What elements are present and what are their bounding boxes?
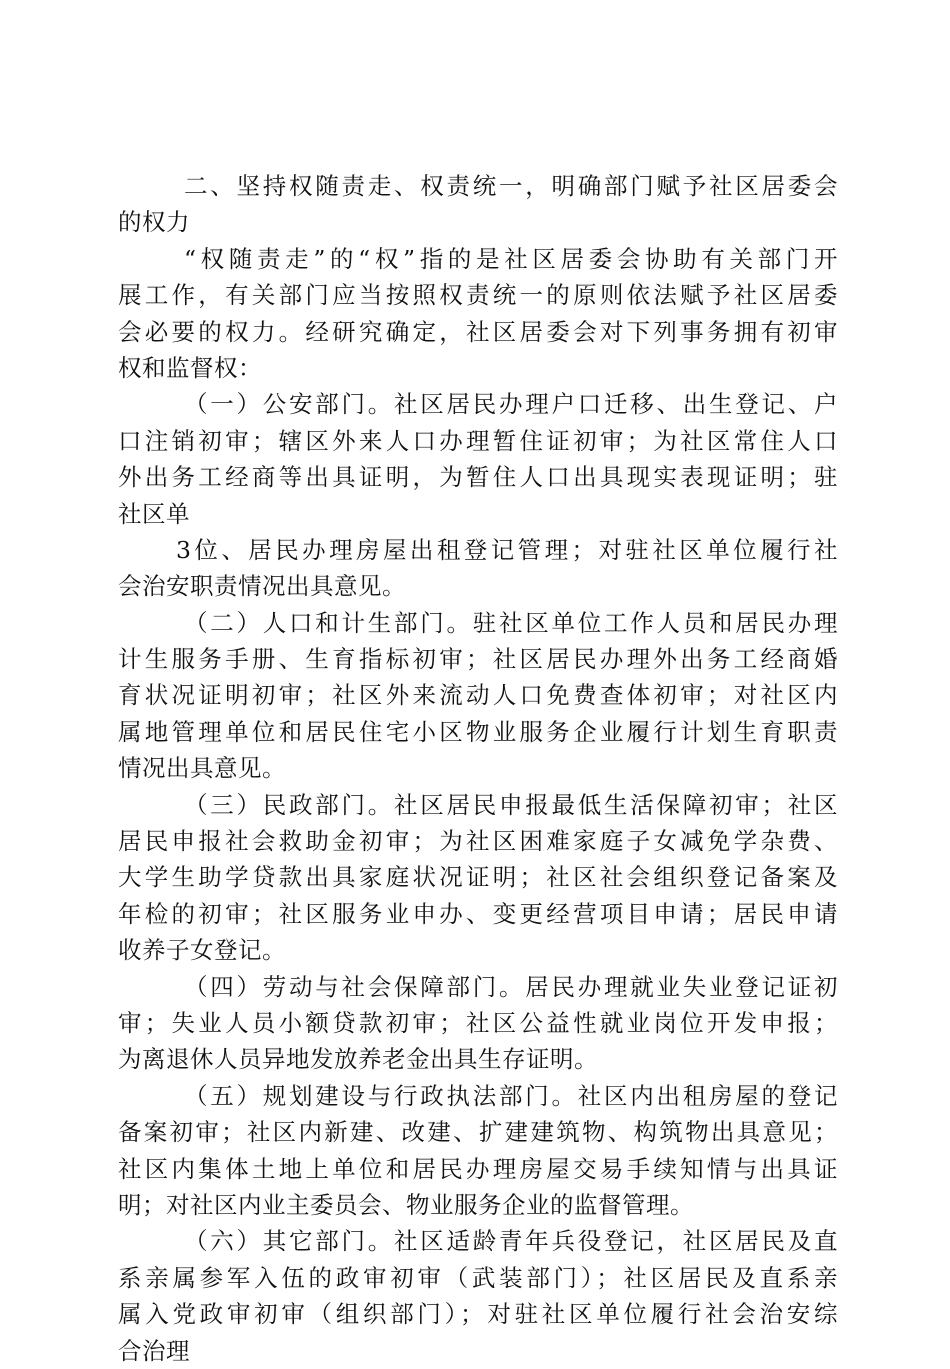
paragraph-line: 居民申报社会救助金初审；为社区困难家庭子女减免学杂费、: [118, 827, 838, 856]
paragraph-line: 年检的初审；社区服务业申办、变更经营项目申请；居民申请: [118, 899, 838, 928]
paragraph-line: 权和监督权：: [118, 353, 262, 382]
paragraph-line: 社区单: [118, 499, 190, 528]
paragraph-line: （一）公安部门。社区居民办理户口迁移、出生登记、户: [184, 390, 838, 419]
paragraph-line: 明；对社区内业主委员会、物业服务企业的监督管理。: [118, 1190, 694, 1219]
paragraph-line: 口注销初审；辖区外来人口办理暂住证初审；为社区常住人口: [118, 426, 838, 455]
paragraph-line: 社区内集体土地上单位和居民办理房屋交易手续知情与出具证: [118, 1154, 838, 1183]
paragraph-line: （三）民政部门。社区居民申报最低生活保障初审；社区: [184, 790, 838, 819]
document-body: [118, 168, 838, 1369]
paragraph-line: 为离退休人员异地发放养老金出具生存证明。: [118, 1045, 598, 1074]
paragraph-line: 3位、居民办理房屋出租登记管理；对驻社区单位履行社: [176, 535, 838, 564]
paragraph-line: 育状况证明初审；社区外来流动人口免费查体初审；对社区内: [118, 681, 838, 710]
paragraph-line: （五）规划建设与行政执法部门。社区内出租房屋的登记: [184, 1081, 838, 1110]
paragraph-line: 外出务工经商等出具证明，为暂住人口出具现实表现证明；驻: [118, 463, 838, 492]
paragraph-line: 属入党政审初审（组织部门）；对驻社区单位履行社会治安综: [118, 1300, 838, 1329]
paragraph-line: 大学生助学贷款出具家庭状况证明；社区社会组织登记备案及: [118, 863, 838, 892]
paragraph-line: 备案初审；社区内新建、改建、扩建建筑物、构筑物出具意见；: [118, 1118, 838, 1147]
paragraph-line: （二）人口和计生部门。驻社区单位工作人员和居民办理: [184, 608, 838, 637]
section-heading-line: 的权力: [118, 208, 190, 237]
paragraph-line: 会治安职责情况出具意见。: [118, 572, 406, 601]
paragraph-line: 属地管理单位和居民住宅小区物业服务企业履行计划生育职责: [118, 717, 838, 746]
paragraph-line: 展工作，有关部门应当按照权责统一的原则依法赋予社区居委: [118, 281, 838, 310]
paragraph-line: 合治理: [118, 1336, 190, 1365]
paragraph-line: （四）劳动与社会保障部门。居民办理就业失业登记证初: [184, 972, 838, 1001]
paragraph-line: 计生服务手册、生育指标初审；社区居民办理外出务工经商婚: [118, 645, 838, 674]
paragraph-line: 情况出具意见。: [118, 754, 286, 783]
paragraph-line: “权随责走”的“权”指的是社区居委会协助有关部门开: [184, 244, 838, 273]
paragraph-line: （六）其它部门。社区适龄青年兵役登记，社区居民及直: [184, 1227, 838, 1256]
paragraph-line: 会必要的权力。经研究确定，社区居委会对下列事务拥有初审: [118, 317, 838, 346]
paragraph-line: 审；失业人员小额贷款初审；社区公益性就业岗位开发申报；: [118, 1008, 838, 1037]
paragraph-line: 收养子女登记。: [118, 936, 286, 965]
section-heading-line: 二、坚持权随责走、权责统一，明确部门赋予社区居委会: [184, 172, 838, 200]
paragraph-line: 系亲属参军入伍的政审初审（武装部门）；社区居民及直系亲: [118, 1263, 838, 1292]
